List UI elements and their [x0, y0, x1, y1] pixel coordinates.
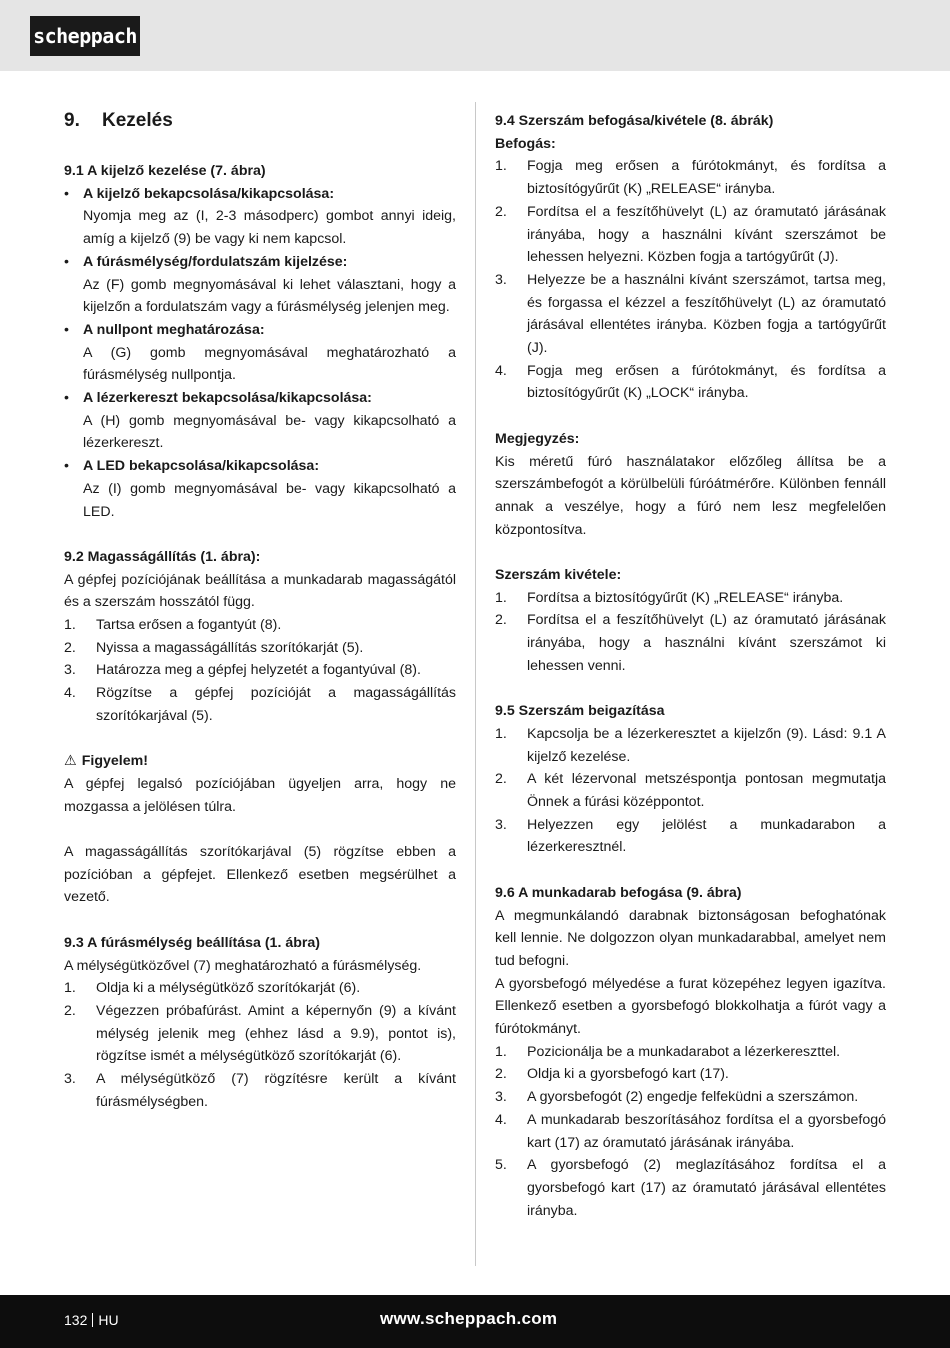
removal-heading: Szerszám kivétele: — [495, 567, 622, 584]
step-text: A mélységütköző (7) rögzítésre került a kívánt fúrásmélységben. — [96, 1071, 456, 1110]
section-heading-9-6: 9.6 A munkadarab befogása (9. ábra) — [495, 884, 742, 901]
step-number: 1. — [64, 980, 76, 997]
section-intro: A mélységütközővel (7) meghatározható a fúrásmélység. — [64, 957, 422, 974]
bullet-title: • A fúrásmélység/fordulatszám kijelzése: — [83, 253, 348, 270]
chapter-number: 9. — [64, 110, 80, 131]
step-number: 2. — [64, 639, 76, 656]
list-item — [495, 609, 886, 677]
step-text: Pozicionálja be a munkadarabot a lézerkereszttel. — [527, 1043, 841, 1060]
list-item — [64, 251, 456, 319]
bullet-text: A (G) gomb megnyomásával meghatározható a fúrásmélység nullpontja. — [83, 344, 456, 384]
bullet-text: Az (F) gomb megnyomásával ki lehet választani, hogy a kijelzőn a fordulatszám vagy a fúrásmélység jelenjen meg. — [83, 276, 456, 316]
step-number: 1. — [64, 617, 76, 634]
step-number: 5. — [495, 1157, 507, 1174]
scheppach-logo: scheppach — [30, 16, 140, 56]
list-item — [64, 659, 456, 682]
section-heading-9-1: 9.1 A kijelző kezelése (7. ábra) — [64, 163, 266, 179]
step-text: Fordítsa el a feszítőhüvelyt (L) az óramutató járásának irányába, hogy a használni kívánt szerszámot be lehessen helyezni. Közben fogja a tartógyűrűt (J). — [527, 203, 886, 266]
step-number: 2. — [495, 203, 507, 220]
bullet-title: • A lézerkereszt bekapcsolása/kikapcsolása: — [83, 390, 372, 407]
step-text: Nyissa a magasságállítás szorítókarját (5). — [96, 639, 364, 656]
column-divider — [475, 102, 476, 1266]
page-footer — [0, 1295, 950, 1348]
step-number: 3. — [495, 271, 507, 288]
warning-heading — [64, 750, 456, 773]
section-intro: A megmunkálandó darabnak biztonságosan befoghatónak kell lennie. Ne dolgozzon olyan munkadarabbal, amelyet nem tud befogni. — [495, 907, 886, 969]
step-number: 4. — [495, 1111, 507, 1128]
list-item — [64, 319, 456, 387]
step-text: Fogja meg erősen a fúrótokmányt, és fordítsa a biztosítógyűrűt (K) „LOCK“ irányba. — [527, 362, 886, 402]
list-item — [495, 768, 886, 813]
step-number: 3. — [64, 1071, 76, 1088]
step-number: 2. — [495, 1066, 507, 1083]
step-number: 3. — [495, 1089, 507, 1106]
removal-steps — [495, 587, 886, 678]
list-item — [495, 360, 886, 405]
section-intro: A gépfej pozíciójának beállítása a munkadarab magasságától és a szerszám hosszától függ. — [64, 571, 456, 611]
step-text: Tartsa erősen a fogantyút (8). — [96, 617, 282, 634]
list-item — [495, 269, 886, 360]
step-text: Fordítsa el a feszítőhüvelyt (L) az óramutató járásának irányába, hogy a használni kívánt szerszámot ki lehessen venni. — [527, 612, 886, 674]
list-item — [64, 637, 456, 660]
workpiece-steps — [495, 1041, 886, 1223]
chapter-title: Kezelés — [102, 110, 173, 131]
language-code: HU — [98, 1312, 119, 1328]
list-item — [64, 1000, 456, 1068]
section-intro: A gyorsbefogó mélyedése a furat közepéhez legyen igazítva. Ellenkező esetben a gyorsbefogó blokkolhatja a fúrót vagy a fúrótokmányt. — [495, 975, 886, 1038]
step-number: 1. — [495, 1043, 507, 1060]
bullet-text: A (H) gomb megnyomásával be- vagy kikapcsolható a lézerkereszt. — [83, 412, 456, 452]
separator — [92, 1313, 93, 1327]
note-text: Kis méretű fúró használatakor előzőleg állítsa be a szerszámbefogót a körülbelüli fúróátmérőre. Különben fennáll annak a veszélye, hogy a fúró nem lesz megfelelően központosítva. — [495, 453, 886, 538]
step-text: A munkadarab beszorításához fordítsa el a gyorsbefogó kart (17) az óramutató járásának irányába. — [527, 1111, 886, 1151]
step-text: Helyezzen egy jelölést a munkadarabon a lézerkeresztnél. — [527, 816, 886, 856]
list-item — [495, 814, 886, 859]
list-item — [64, 455, 456, 523]
step-text: A gyorsbefogót (2) engedje felfeküdni a szerszámon. — [527, 1089, 859, 1106]
step-number: 4. — [495, 362, 507, 379]
right-column — [495, 110, 886, 1222]
list-item — [64, 1068, 456, 1113]
list-item — [495, 155, 886, 200]
chapter-heading — [64, 110, 456, 132]
height-steps — [64, 614, 456, 728]
alignment-steps — [495, 723, 886, 859]
list-item — [64, 183, 456, 251]
list-item — [495, 723, 886, 768]
list-item — [495, 1041, 886, 1064]
step-number: 3. — [64, 662, 76, 679]
step-number: 4. — [64, 685, 76, 702]
section-heading-9-4: 9.4 Szerszám befogása/kivétele (8. ábrák) — [495, 113, 774, 129]
step-text: Végezzen próbafúrást. Amint a képernyőn (9) a kívánt mélység jelenik meg (ehhez lásd a 9.9), pontot is), rögzítse ismét a mélységütköző szorítókarját (6). — [96, 1002, 456, 1065]
step-text: Helyezze be a használni kívánt szerszámot, tartsa meg, és forgassa el kézzel a feszítőhüvelyt (L) az óramutató járásával ellentétes irányba. Közben fogja a tartógyűrűt (J). — [527, 271, 886, 357]
bullet-title: • A kijelző bekapcsolása/kikapcsolása: — [83, 185, 335, 202]
list-item — [64, 387, 456, 455]
warning-text: A gépfej legalsó pozíciójában ügyeljen arra, hogy ne mozgassa a jelölésen túlra. — [64, 775, 456, 815]
step-text: Rögzítse a gépfej pozícióját a magasságállítás szorítókarjával (5). — [96, 685, 456, 724]
list-item — [495, 1063, 886, 1086]
display-bullets — [64, 183, 456, 524]
left-column — [64, 110, 456, 1113]
list-item — [64, 977, 456, 1000]
clamping-steps — [495, 155, 886, 405]
step-text: A két lézervonal metszéspontja pontosan megmutatja Önnek a fúrási középpontot. — [527, 771, 886, 811]
section-heading-9-2: 9.2 Magasságállítás (1. ábra): — [64, 548, 261, 565]
list-item — [495, 201, 886, 269]
list-item — [495, 1154, 886, 1222]
bullet-title: • A nullpont meghatározása: — [83, 321, 265, 338]
list-item — [495, 587, 886, 610]
warning-triangle-icon: ⚠ — [64, 753, 77, 770]
subheading-clamping: Befogás: — [495, 135, 556, 152]
page-number: 132 — [64, 1312, 88, 1328]
step-number: 2. — [495, 771, 507, 788]
bullet-text: Nyomja meg az (I, 2-3 másodperc) gombot annyi ideig, amíg a kijelző (9) be vagy ki nem kapcsol. — [83, 208, 456, 248]
step-text: Fordítsa a biztosítógyűrűt (K) „RELEASE“ irányba. — [527, 589, 844, 606]
step-text: Határozza meg a gépfej helyzetét a fogantyúval (8). — [96, 662, 421, 679]
list-item — [495, 1109, 886, 1154]
warning-text: A magasságállítás szorítókarjával (5) rögzítse ebben a pozícióban a gépfejet. Ellenkező esetben megsérülhet a vezető. — [64, 844, 456, 906]
list-item — [64, 614, 456, 637]
list-item — [495, 1086, 886, 1109]
depth-steps — [64, 977, 456, 1113]
warning-title: Figyelem! — [81, 753, 148, 770]
step-number: 3. — [495, 816, 507, 833]
section-heading-9-3: 9.3 A fúrásmélység beállítása (1. ábra) — [64, 934, 321, 951]
section-heading-9-5: 9.5 Szerszám beigazítása — [495, 703, 665, 720]
step-text: Fogja meg erősen a fúrótokmányt, és fordítsa a biztosítógyűrűt (K) „RELEASE“ irányba. — [527, 158, 886, 198]
step-text: Oldja ki a mélységütköző szorítókarját (6). — [96, 980, 361, 997]
page-header — [0, 0, 950, 71]
step-number: 1. — [495, 158, 507, 175]
step-number: 1. — [495, 725, 507, 742]
website-link[interactable]: www.scheppach.com — [380, 1309, 558, 1328]
bullet-title: • A LED bekapcsolása/kikapcsolása: — [83, 458, 320, 475]
step-text: A gyorsbefogó (2) meglazításához fordítsa el a gyorsbefogó kart (17) az óramutató járásával ellentétes irányba. — [527, 1157, 886, 1219]
step-number: 2. — [64, 1002, 76, 1019]
step-text: Oldja ki a gyorsbefogó kart (17). — [527, 1066, 729, 1083]
step-text: Kapcsolja be a lézerkeresztet a kijelzőn (9). Lásd: 9.1 A kijelző kezelése. — [527, 725, 886, 765]
bullet-text: Az (I) gomb megnyomásával be- vagy kikapcsolható a LED. — [83, 480, 456, 520]
step-number: 2. — [495, 612, 507, 629]
list-item — [64, 682, 456, 727]
page-number-block — [64, 1311, 119, 1329]
note-heading: Megjegyzés: — [495, 430, 580, 447]
step-number: 1. — [495, 589, 507, 606]
